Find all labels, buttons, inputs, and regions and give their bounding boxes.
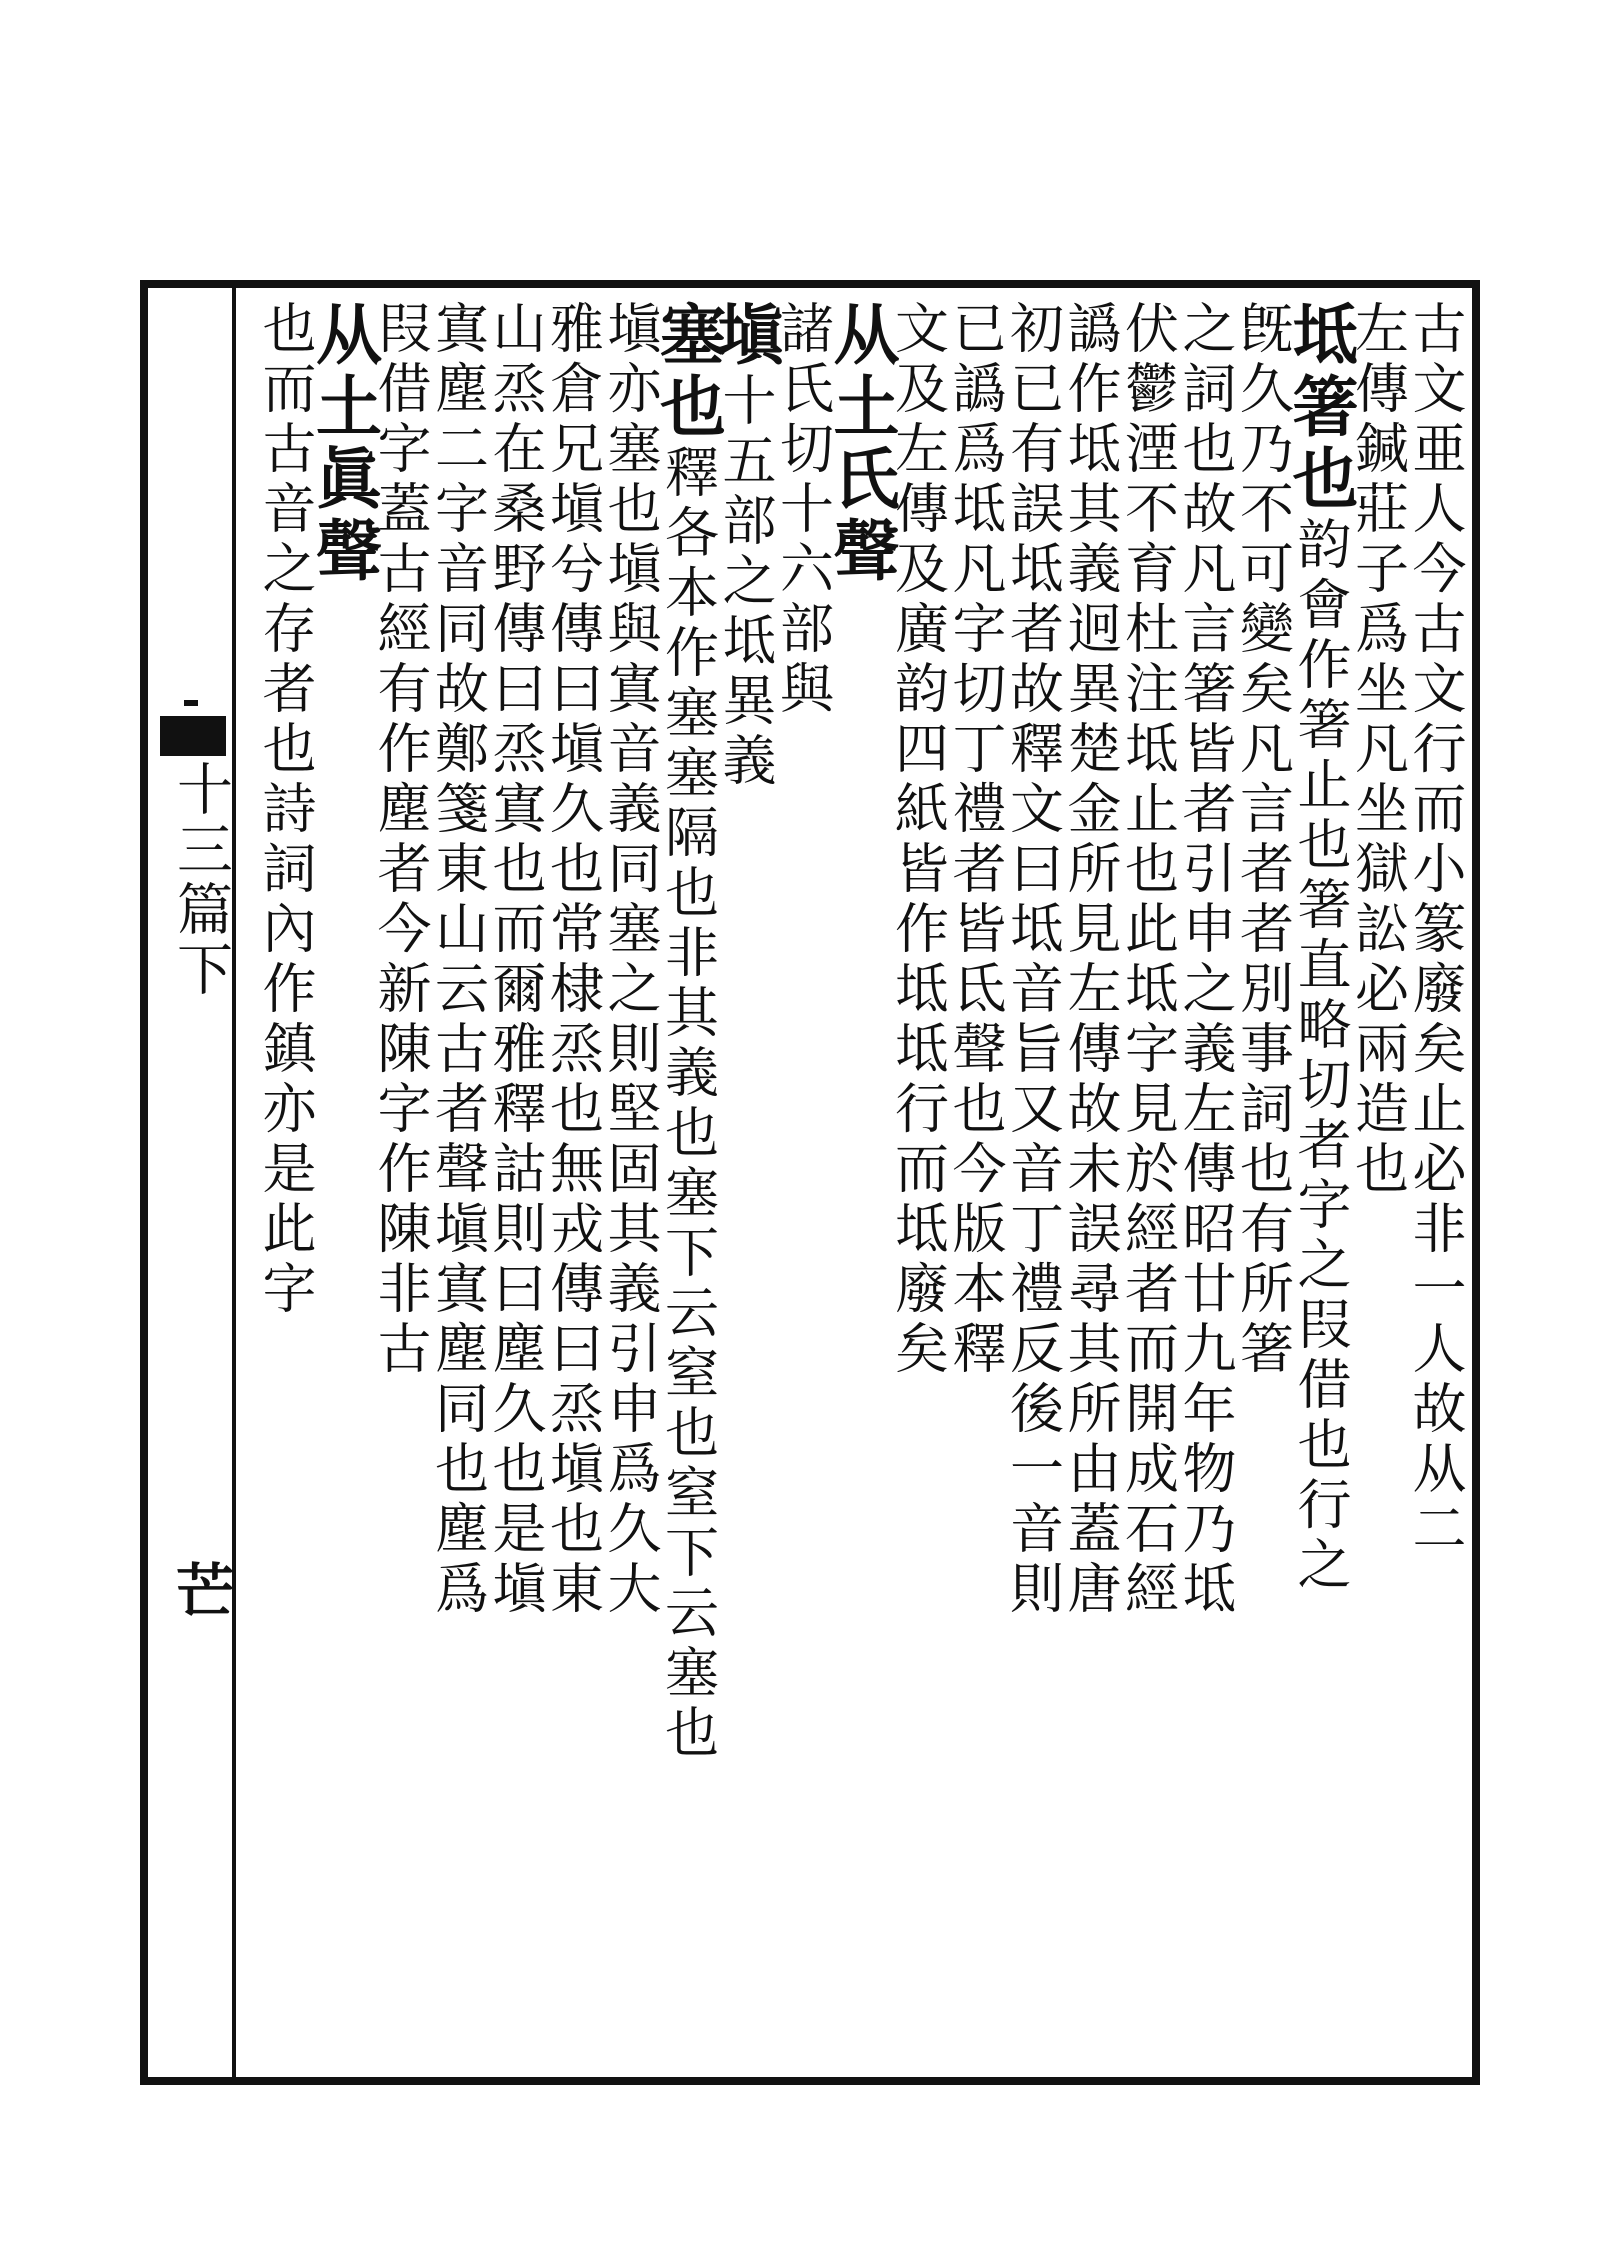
- text-column: [484, 300, 547, 2070]
- commentary-text: 寘塵二字音同故鄭箋東山云古者聲塡寘塵同也塵爲: [426, 300, 490, 1620]
- commentary-text: 雅倉兄塡兮傳曰塡久也常棣烝也無戎傳曰烝塡也東: [541, 300, 605, 1620]
- text-column: [1404, 300, 1467, 2070]
- entry-headword: 坻箸也: [1281, 300, 1359, 516]
- commentary-text: 古文亜人今古文行而小篆廢矣止必非一人故从二: [1404, 300, 1467, 1560]
- text-column: [648, 300, 727, 2070]
- text-column: [771, 300, 835, 2070]
- text-column: [1346, 300, 1410, 2070]
- text-column: [426, 300, 490, 2070]
- margin-black-bar: [160, 716, 226, 756]
- text-column: [822, 300, 900, 2070]
- text-column: [254, 300, 317, 2070]
- commentary-text: 文及左傳及廣韵四紙皆作坻坻行而坻廢矣: [886, 300, 950, 1380]
- commentary-text: 釋各本作塞塞隔也非其義也塞下云窒也窒下云塞也: [656, 444, 720, 1764]
- commentary-text: 叚借字蓋古經有作塵者今新陳字作陳非古: [369, 300, 432, 1380]
- text-column: [1116, 300, 1180, 2070]
- page-margin-strip: [156, 288, 236, 2077]
- text-column: [706, 300, 784, 2070]
- entry-headword: 塞也: [648, 300, 727, 444]
- text-column: [1231, 300, 1295, 2070]
- text-column: [1001, 300, 1065, 2070]
- entry-headword: 塡: [706, 300, 784, 372]
- text-column: [304, 300, 383, 2070]
- commentary-text: 旣久乃不可變矣凡言者者別事詞也有所箸: [1231, 300, 1295, 1380]
- commentary-text: 已譌爲坻凡字切丁禮者皆氐聲也今版本釋: [944, 300, 1007, 1380]
- commentary-text: 譌作坻其義迥異楚金所見左傳故未誤尋其所由蓋唐: [1059, 300, 1122, 1620]
- margin-page-number: 芒: [166, 1560, 234, 1618]
- commentary-text: 初已有誤坻者故釋文曰坻音旨又音丁禮反後一音則: [1001, 300, 1065, 1620]
- text-column: [1059, 300, 1122, 2070]
- commentary-text: 諸氏切十六部與: [771, 300, 835, 720]
- commentary-text: 韵會作箸止也箸直略切者字之叚借也行之: [1289, 516, 1352, 1596]
- main-text-area: [240, 300, 1470, 2070]
- commentary-text: 左傳鍼莊子爲坐凡坐獄訟必兩造也: [1346, 300, 1410, 1200]
- text-column: [1281, 300, 1359, 2070]
- commentary-text: 伏鬱湮不育杜注坻止也此坻字見於經者而開成石經: [1116, 300, 1180, 1620]
- text-column: [599, 300, 662, 2070]
- commentary-text: 之詞也故凡言箸皆者引申之義左傳昭廿九年物乃坻: [1174, 300, 1237, 1620]
- margin-top-mark: [184, 700, 198, 706]
- text-column: [541, 300, 605, 2070]
- text-column: [944, 300, 1007, 2070]
- commentary-text: 十五部之坻異義: [714, 372, 777, 792]
- entry-headword: 从土氏聲: [822, 300, 900, 588]
- text-column: [1174, 300, 1237, 2070]
- entry-headword: 从土眞聲: [304, 300, 383, 588]
- commentary-text: 也而古音之存者也詩詞內作鎮亦是此字: [254, 300, 317, 1320]
- commentary-text: 山烝在桑野傳曰烝寘也而爾雅釋詁則曰塵久也是塡: [484, 300, 547, 1620]
- margin-title: 十三篇下: [168, 760, 233, 1000]
- commentary-text: 塡亦塞也塡與寘音義同塞之則堅固其義引申爲久大: [599, 300, 662, 1620]
